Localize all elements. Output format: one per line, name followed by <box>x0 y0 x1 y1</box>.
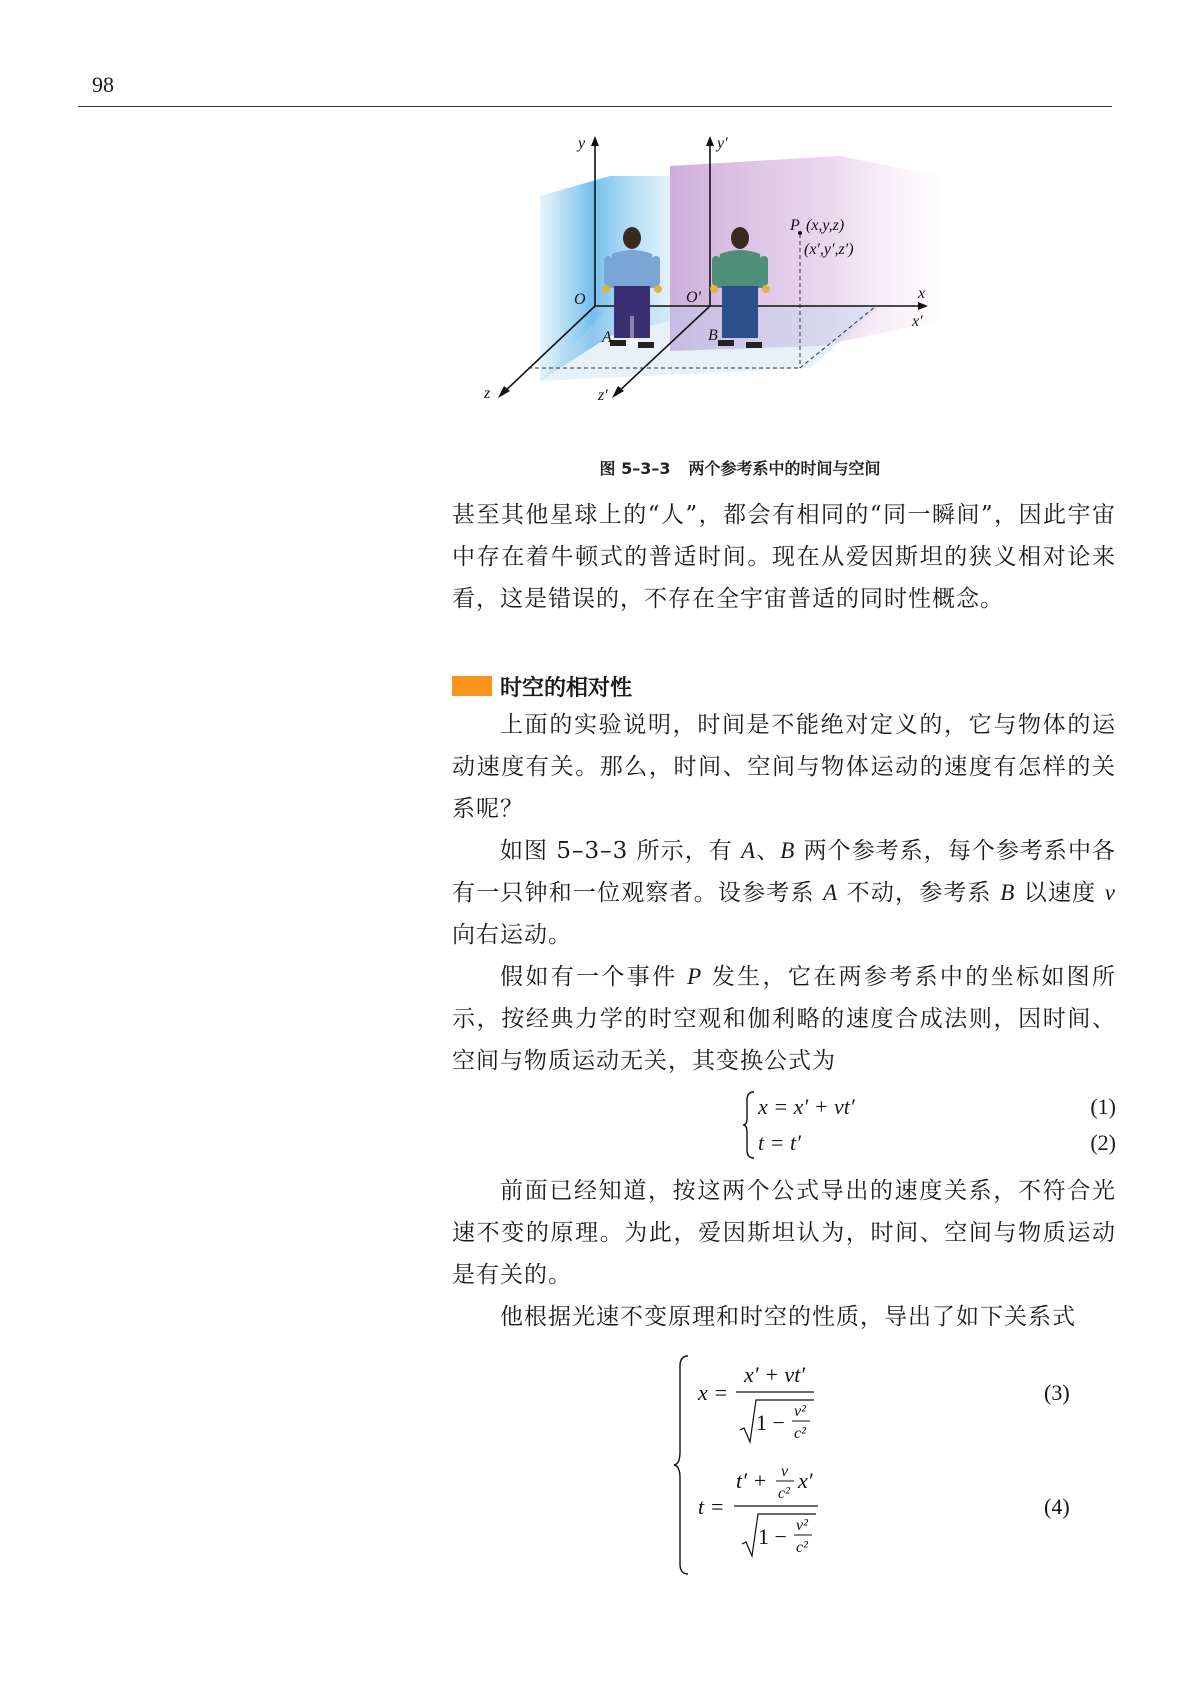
y-arrow <box>591 136 599 146</box>
label-frame-b: B <box>708 327 718 344</box>
p4-text-b: 发生，它在两参考系中的坐标如图所示，按经典力学的时空观和伽利略的速度合成法则，因时间、空间与物质运动无关，其变换公式为 <box>452 964 1117 1074</box>
p3-var-b: B <box>780 838 796 863</box>
p3-text-c: 两个参考系，每个参考系中各有一只钟和一位观察者。设参考系 <box>452 838 1116 906</box>
y-prime-arrow <box>706 136 714 146</box>
eq3-lhs: x = <box>698 1380 729 1405</box>
p3-text-d: 不动，参考系 <box>838 880 1001 906</box>
equation-1-number: (1) <box>1090 1094 1116 1119</box>
paragraph-3-block <box>452 830 1116 956</box>
paragraph-2-block <box>452 704 1116 830</box>
label-frame-a: A <box>602 329 612 346</box>
label-z-prime: z′ <box>598 387 608 404</box>
label-y: y <box>578 135 586 152</box>
p3-var-a2: A <box>823 880 839 905</box>
label-x: x <box>918 285 926 302</box>
equation-2-number: (2) <box>1090 1130 1116 1155</box>
eq4-c2: c² <box>796 1539 808 1556</box>
p3-var-b2: B <box>1000 880 1016 905</box>
label-x-prime: x′ <box>912 313 923 330</box>
eq4-v2: v² <box>796 1517 808 1534</box>
eq3-one-minus: 1 − <box>756 1410 785 1435</box>
eq3-numerator: x′ + vt′ <box>744 1362 806 1387</box>
figure-caption-number: 图 5–3–3 <box>599 459 671 478</box>
p3-var-v: v <box>1104 880 1117 905</box>
eq4-c2-top: c² <box>778 1485 790 1502</box>
paragraph-4 <box>452 956 1116 1082</box>
paragraph-3 <box>452 830 1116 956</box>
page-number: 98 <box>92 72 114 97</box>
lorentz-equations-svg <box>452 1352 1116 1578</box>
eq4-x-prime: x′ <box>798 1468 813 1493</box>
header-rule <box>78 106 1112 107</box>
label-point-p: P <box>790 217 800 234</box>
paragraph-4-block <box>452 956 1116 1082</box>
brace-galilean <box>742 1090 756 1160</box>
p3-text-f: 向右运动。 <box>452 922 572 948</box>
eq4-lhs: t = <box>698 1494 725 1519</box>
figure-caption <box>450 456 1030 479</box>
equation-block-lorentz <box>452 1352 1116 1578</box>
p4-text-a: 假如有一个事件 <box>500 964 688 990</box>
section-marker <box>452 676 492 696</box>
equation-4-number: (4) <box>1044 1494 1070 1519</box>
eq4-t-prime: t′ + <box>736 1468 768 1493</box>
p3-text-e: 以速度 <box>1015 880 1105 906</box>
label-p-coords: (x,y,z) <box>806 217 845 234</box>
paragraph-1-block <box>452 494 1116 620</box>
eq4-one-minus: 1 − <box>758 1524 787 1549</box>
p3-text-b: 、 <box>756 838 781 864</box>
eq3-v2: v² <box>794 1403 806 1420</box>
equation-block-galilean <box>452 1090 1116 1170</box>
paragraph-6-block <box>452 1296 1116 1338</box>
eq4-v: v <box>781 1463 789 1480</box>
paragraph-5-block <box>452 1170 1116 1296</box>
eq3-c2: c² <box>794 1425 806 1442</box>
figure-canvas <box>484 135 1020 436</box>
equation-2: t = t′ <box>758 1130 801 1155</box>
figure-reference-frames <box>484 135 1020 436</box>
brace-lorentz <box>674 1356 688 1574</box>
label-y-prime: y′ <box>717 135 728 152</box>
equation-3-number: (3) <box>1044 1380 1070 1405</box>
label-z: z <box>484 385 491 402</box>
label-origin: O <box>574 291 586 308</box>
equation-1: x = x′ + vt′ <box>758 1094 855 1119</box>
paragraph-6: 他根据光速不变原理和时空的性质，导出了如下关系式 <box>500 1304 1076 1330</box>
label-origin-prime: O′ <box>686 289 702 306</box>
paragraph-1: 甚至其他星球上的“人”，都会有相同的“同一瞬间”，因此宇宙中存在着牛顿式的普适时间。现在从爱因斯坦的狭义相对论来看，这是错误的，不存在全宇宙普适的同时性概念。 <box>452 502 1116 612</box>
paragraph-2: 上面的实验说明，时间是不能绝对定义的，它与物体的运动速度有关。那么，时间、空间与物体运动的速度有怎样的关系呢？ <box>452 712 1116 822</box>
p3-var-a: A <box>741 838 757 863</box>
section-heading <box>452 671 632 701</box>
p4-var-p: P <box>687 964 703 989</box>
p3-text-a: 如图 5–3–3 所示，有 <box>500 838 742 864</box>
figure-caption-text: 两个参考系中的时间与空间 <box>688 459 881 478</box>
paragraph-5: 前面已经知道，按这两个公式导出的速度关系，不符合光速不变的原理。为此，爱因斯坦认为，时间、空间与物质运动是有关的。 <box>452 1178 1116 1288</box>
section-title: 时空的相对性 <box>500 675 633 701</box>
label-p-coords-prime: (x′,y′,z′) <box>804 241 854 258</box>
